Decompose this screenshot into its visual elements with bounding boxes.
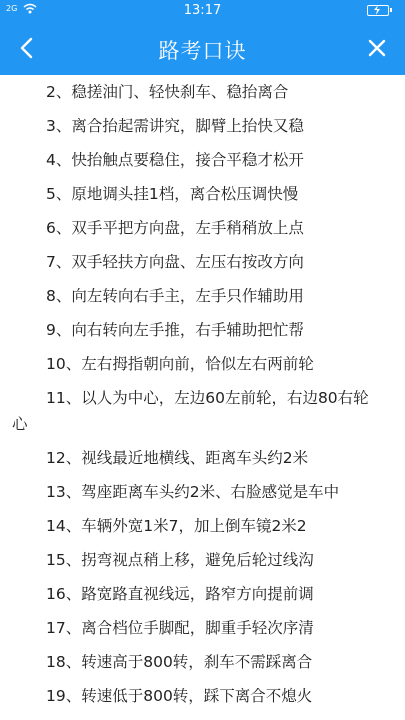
list-item: 19、转速低于800转，踩下离合不熄火 bbox=[46, 687, 313, 705]
list-item: 7、双手轻扶方向盘、左压右按改方向 bbox=[46, 253, 304, 271]
close-icon bbox=[368, 39, 386, 57]
list-item: 10、左右拇指朝向前，恰似左右两前轮 bbox=[46, 355, 314, 373]
list-item: 6、双手平把方向盘，左手稍稍放上点 bbox=[46, 219, 304, 237]
list-item: 5、原地调头挂1档，离合松压调快慢 bbox=[46, 185, 299, 203]
list-item: 4、快抬触点要稳住，接合平稳才松开 bbox=[46, 151, 304, 169]
list-item: 12、视线最近地横线、距离车头约2米 bbox=[46, 449, 309, 467]
clock: 13:17 bbox=[183, 3, 222, 18]
status-bar bbox=[0, 0, 405, 22]
list-item: 2、稳搓油门、轻快刹车、稳抬离合 bbox=[46, 83, 289, 101]
list-item: 14、车辆外宽1米7，加上倒车镜2米2 bbox=[46, 517, 307, 535]
nav-bar bbox=[0, 22, 405, 75]
list-item: 11、以人为中心，左边60左前轮，右边80右轮 心 bbox=[12, 389, 369, 433]
list-item: 8、向左转向右手主，左手只作辅助用 bbox=[46, 287, 304, 305]
tips-list bbox=[0, 75, 405, 720]
list-item: 13、驾座距离车头约2米、右脸感觉是车中 bbox=[46, 483, 340, 501]
list-item: 18、转速高于800转，刹车不需踩离合 bbox=[46, 653, 313, 671]
list-item: 3、离合抬起需讲究，脚臂上抬快又稳 bbox=[46, 117, 304, 135]
app-header bbox=[0, 0, 405, 75]
close-button[interactable] bbox=[355, 26, 399, 70]
list-item: 9、向右转向左手推，右手辅助把忙帮 bbox=[46, 321, 304, 339]
battery-icon bbox=[367, 5, 389, 16]
page-title: 路考口诀 bbox=[158, 39, 247, 63]
list-item: 17、离合档位手脚配，脚重手轻次序清 bbox=[46, 619, 314, 637]
list-item: 15、拐弯视点稍上移，避免后轮过线沟 bbox=[46, 551, 314, 569]
signal-label: 2G bbox=[6, 3, 18, 13]
list-item: 16、路宽路直视线远，路窄方向提前调 bbox=[46, 585, 314, 603]
